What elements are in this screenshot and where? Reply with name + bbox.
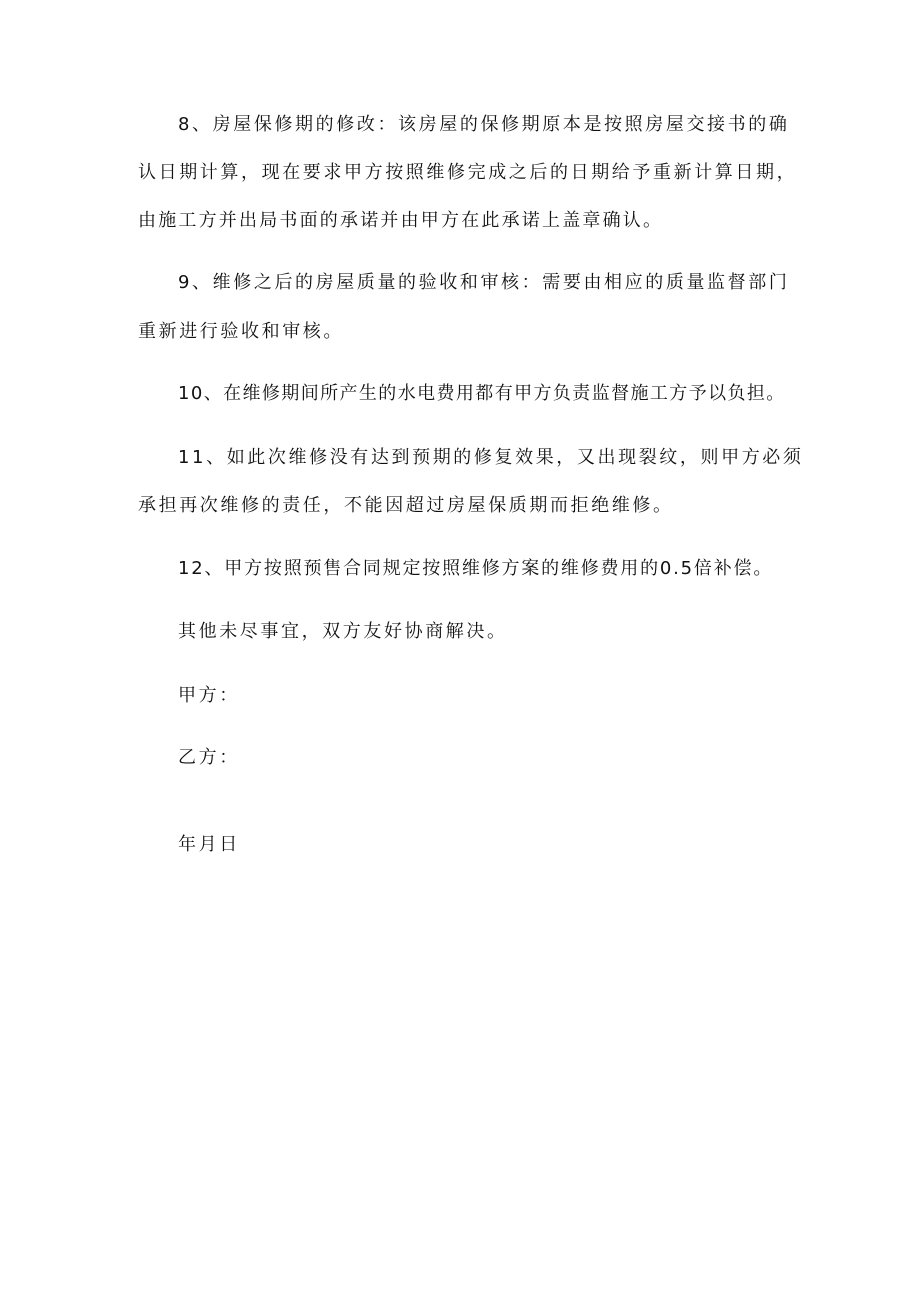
clause-11-line-2: 承担再次维修的责任，不能因超过房屋保质期而拒绝维修。 bbox=[138, 495, 674, 516]
clause-12-line-1: 12、甲方按照预售合同规定按照维修方案的维修费用的0.5倍补偿。 bbox=[178, 558, 774, 579]
clause-9-line-2: 重新进行验收和审核。 bbox=[138, 321, 344, 342]
date-label: 年月日 bbox=[178, 834, 240, 855]
party-a-label: 甲方： bbox=[178, 685, 240, 706]
clause-9-line-1: 9、维修之后的房屋质量的验收和审核：需要由相应的质量监督部门 bbox=[178, 272, 790, 293]
clause-8-line-3: 由施工方并出局书面的承诺并由甲方在此承诺上盖章确认。 bbox=[138, 210, 664, 231]
closing-statement: 其他未尽事宜，双方友好协商解决。 bbox=[178, 621, 508, 642]
clause-11-line-1: 11、如此次维修没有达到预期的修复效果，又出现裂纹，则甲方必须 bbox=[178, 447, 804, 468]
party-b-label: 乙方： bbox=[178, 747, 240, 768]
clause-8-line-2: 认日期计算，现在要求甲方按照维修完成之后的日期给予重新计算日期， bbox=[138, 162, 798, 183]
clause-8-line-1: 8、房屋保修期的修改：该房屋的保修期原本是按照房屋交接书的确 bbox=[178, 114, 790, 135]
clause-10-line-1: 10、在维修期间所产生的水电费用都有甲方负责监督施工方予以负担。 bbox=[178, 383, 786, 404]
